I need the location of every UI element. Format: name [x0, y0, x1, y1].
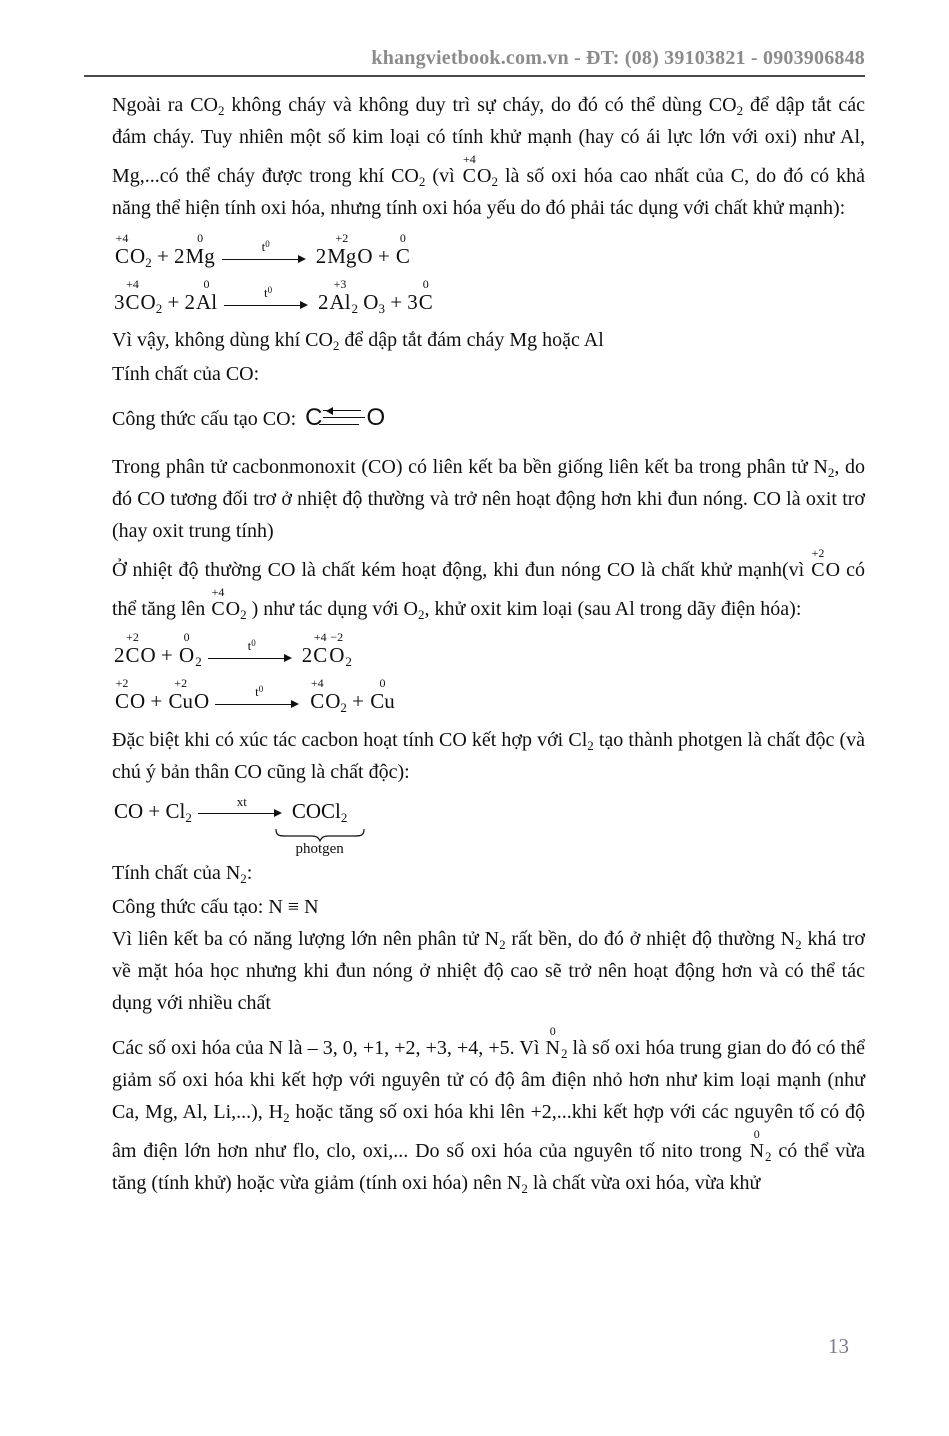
element-symbol: C: [115, 689, 130, 714]
oxidation-stack: [370, 677, 395, 712]
element-symbol: O: [179, 643, 195, 668]
subscript: 2: [217, 103, 225, 118]
subscript: 2: [340, 809, 348, 825]
oxidation-stack: [186, 232, 215, 267]
oxidation-stack: [211, 586, 224, 620]
equation-co-o2: [114, 630, 865, 670]
arrow-condition-superscript: 0: [251, 638, 256, 649]
oxidation-number: +3: [333, 277, 347, 292]
subscript: 2: [736, 103, 744, 118]
oxidation-stack: [327, 232, 356, 267]
reaction-arrow: [224, 285, 312, 311]
arrow-shaft: [222, 254, 310, 265]
text-run: Ngoài ra CO: [112, 94, 218, 116]
reaction-arrow: [208, 638, 296, 664]
para-phosgene: [112, 724, 865, 788]
oxidation-stack: [330, 278, 351, 313]
oxidation-number: +2: [115, 676, 129, 691]
element-symbol: Al: [196, 290, 218, 315]
text-run: O +: [357, 244, 395, 268]
oxidation-stack: [313, 631, 327, 666]
oxidation-stack: [126, 278, 140, 313]
text-run: không cháy và không duy trì sự cháy, do đó có thể dùng CO: [224, 94, 737, 116]
text-run: , khử oxit kim loại (sau Al trong dãy điện hóa):: [424, 598, 802, 621]
text-run: O: [325, 689, 341, 714]
element-symbol: C: [115, 244, 130, 268]
arrow-shaft: [198, 809, 286, 820]
text-run: Công thức cấu tạo: N ≡ N: [112, 895, 319, 918]
heading-tinh-chat-co: [112, 358, 865, 390]
para-n2-inert: [112, 923, 865, 1019]
element-symbol: O: [329, 643, 345, 668]
subscript: 2: [560, 1045, 568, 1061]
element-symbol: N: [749, 1139, 765, 1162]
text-run: Các số oxi hóa của N là – 3, 0, +1, +2, +3, +4, +5. Vì: [112, 1036, 545, 1059]
para-co2-extinguish: [112, 89, 865, 224]
subscript: 2: [351, 301, 359, 317]
oxidation-number: +2: [335, 231, 349, 245]
arrow-shaft: [224, 300, 312, 311]
co-triple-bond-diagram: [305, 402, 385, 435]
oxidation-number: 0: [753, 1126, 760, 1141]
element-symbol: C: [418, 290, 433, 315]
para-no-co2-for-mg-al: [112, 324, 865, 356]
element-symbol: C: [462, 165, 477, 187]
oxidation-stack: [179, 631, 194, 666]
text-run: CO + Cl: [114, 798, 186, 823]
subscript: 2: [499, 936, 506, 952]
text-run: ) như tác dụng với O: [246, 598, 418, 621]
para-co-triple-bond: [112, 451, 865, 547]
text-run: có thể vừa tăng (tính khử) hoặc vừa giảm (tính oxi hóa) nên N: [112, 1139, 865, 1194]
arrow-condition-superscript: 0: [258, 684, 264, 695]
subscript: 2: [418, 174, 426, 189]
oxidation-number: +4: [126, 277, 139, 292]
oxidation-number: +2: [811, 546, 825, 561]
element-symbol: N: [545, 1036, 560, 1059]
text-run: COCl: [291, 798, 341, 823]
oxygen-symbol: O: [366, 404, 386, 432]
arrow-shaft: [208, 653, 296, 664]
element-symbol: C: [395, 244, 410, 268]
dative-bond-arrow-line: [323, 410, 361, 411]
text-run: khá trơ về mặt hóa học nhưng khi đun nóng ở nhiệt độ cao sẽ trở nên hoạt động hơn và có thể tác dụng với nhiều chất: [112, 927, 866, 1014]
text-run: là chất vừa oxi hóa, vừa khử: [527, 1171, 761, 1194]
oxidation-stack: [115, 232, 129, 267]
text-run: 2: [318, 290, 329, 315]
subscript: 2: [332, 338, 340, 354]
arrow-condition-superscript: 0: [265, 239, 270, 249]
oxidation-number: 0: [203, 277, 210, 292]
triple-bond-lines: [323, 408, 365, 428]
carbon-symbol: C: [305, 404, 323, 432]
text-run: 2: [301, 643, 313, 668]
page-number: 13: [828, 1334, 849, 1358]
subscript: 2: [521, 1180, 528, 1196]
text-run: , do đó CO tương đối trơ ở nhiệt độ thường và trở nên hoạt động hơn khi đun nóng. CO là oxit trơ (hay oxit trung tính): [112, 456, 865, 543]
oxidation-number: +4: [211, 585, 225, 600]
subscript: 2: [283, 1109, 290, 1125]
subscript: 2: [195, 654, 202, 670]
text-run: O: [140, 290, 156, 315]
text-run: O: [225, 598, 241, 621]
oxidation-number: +4: [462, 152, 476, 166]
text-run: O: [358, 290, 379, 315]
oxidation-number: −2: [330, 630, 344, 645]
text-run: O +: [130, 689, 168, 714]
arrow-shaft: [215, 699, 303, 710]
text-run: O: [194, 689, 210, 714]
subscript: 2: [145, 255, 152, 270]
text-run: Ở nhiệt độ thường CO là chất kém hoạt động, khi đun nóng CO là chất khử mạnh(vì: [112, 559, 811, 582]
arrow-condition-label: $t^0$: [255, 684, 264, 700]
text-run: tạo thành photgen là chất độc (và chú ý bản thân CO cũng là chất độc):: [112, 728, 866, 783]
subscript: 2: [418, 607, 425, 623]
subscript: 2: [765, 1148, 772, 1164]
text-run: rất bền, do đó ở nhiệt độ thường N: [505, 927, 796, 950]
equation-co-cuo: [114, 676, 865, 716]
oxidation-stack: [396, 232, 410, 267]
text-run: 2: [315, 244, 327, 268]
oxidation-number: +2: [174, 676, 188, 691]
text-run: Trong phân tử cacbonmonoxit (CO) có liên kết ba bền giống liên kết ba trong phân tử N: [112, 456, 828, 479]
oxidation-number: 0: [399, 231, 406, 245]
reaction-arrow: [198, 794, 286, 820]
element-symbol: C: [811, 559, 825, 582]
subscript: 2: [345, 654, 352, 670]
bond-line: [323, 417, 365, 418]
subscript: 2: [795, 936, 802, 952]
arrow-condition-label: xt: [236, 793, 247, 809]
heading-tinh-chat-n2: [112, 857, 865, 889]
oxidation-stack: [126, 631, 140, 666]
subscript: 2: [185, 809, 192, 825]
equation-co2-al: [114, 277, 865, 317]
arrow-condition-label: $t^0$: [261, 239, 270, 254]
text-run: Công thức cấu tạo CO:: [112, 408, 302, 431]
oxidation-number: +4: [310, 676, 324, 691]
para-n2-structure: [112, 891, 865, 923]
header-text: khangvietbook.com.vn - ĐT: (08) 39103821 - 0903906848: [371, 47, 865, 69]
arrow-condition-superscript: 0: [267, 285, 273, 296]
element-symbol: Cu: [370, 689, 395, 714]
text-run: Vì vậy, không dùng khí CO: [112, 329, 333, 352]
subscript: 2: [240, 870, 247, 886]
text-run: O: [130, 244, 146, 268]
para-co-structure: [112, 402, 865, 435]
subscript: 2: [587, 737, 594, 753]
oxidation-stack: [329, 631, 344, 666]
element-symbol: C: [310, 689, 325, 714]
oxidation-number: 0: [183, 630, 190, 645]
arrow-condition-label: $t^0$: [247, 638, 256, 654]
oxidation-stack: [115, 677, 129, 712]
oxidation-number: +4: [313, 630, 327, 645]
text-run: Đặc biệt khi có xúc tác cacbon hoạt tính CO kết hợp với Cl: [112, 728, 588, 751]
header-rule: [84, 75, 865, 77]
oxidation-stack: [419, 278, 433, 313]
reaction-arrow: [215, 684, 303, 710]
oxidation-stack: [463, 153, 476, 187]
text-run: để dập tắt các đám cháy. Tuy nhiên một số kim loại có tính khử mạnh (hay có ái lực lớn với oxi) như Al, Mg,...có thể cháy được trong khí CO: [112, 94, 866, 187]
text-run: Tính chất của CO:: [112, 363, 260, 386]
text-run: là số oxi hóa cao nhất của C, do đó có khả năng thể hiện tính oxi hóa, nhưng tính oxi hóa yếu do đó phải tác dụng với chất khử mạnh):: [112, 165, 866, 219]
text-run: 2: [114, 643, 125, 668]
text-run: + 2: [162, 290, 196, 315]
text-run: + 2: [151, 244, 185, 268]
bond-line: [319, 424, 359, 425]
oxidation-stack: [169, 677, 194, 712]
underbrace-icon: [274, 828, 366, 842]
element-symbol: Mg: [327, 244, 357, 268]
element-symbol: Mg: [185, 244, 215, 268]
element-symbol: C: [313, 643, 328, 668]
text-run: O: [477, 165, 492, 187]
oxidation-number: 0: [549, 1023, 556, 1038]
text-run: :: [246, 861, 253, 884]
text-run: là số oxi hóa trung gian do đó có thể giảm số oxi hóa khi kết hợp với nguyên tử có độ âm điện nhỏ hơn như kim loại mạnh (như Ca, Mg, Al, Li,...), H: [112, 1036, 865, 1123]
equation-co-cl2: [114, 793, 865, 857]
para-n-oxidation-states: [112, 1025, 865, 1199]
subscript: 2: [240, 607, 247, 623]
text-run: Tính chất của N: [112, 861, 241, 884]
oxidation-stack: [196, 278, 217, 313]
page-header: [112, 46, 865, 70]
text-run: O có thể tăng lên: [112, 559, 865, 621]
subscript: 2: [340, 700, 347, 716]
oxidation-stack: [310, 677, 324, 712]
element-symbol: C: [125, 290, 140, 315]
text-run: + 3: [384, 290, 418, 315]
oxidation-number: +2: [126, 630, 139, 645]
text-run: O +: [140, 643, 179, 668]
element-symbol: C: [125, 643, 140, 668]
oxidation-stack: [545, 1025, 559, 1059]
oxidation-number: +4: [115, 231, 129, 245]
element-symbol: C: [211, 598, 225, 621]
subscript: 2: [491, 174, 498, 189]
oxidation-stack: [750, 1128, 764, 1162]
document-body: [112, 89, 865, 1199]
oxidation-number: 0: [379, 676, 386, 691]
subscript: 3: [378, 301, 385, 317]
text-run: hoặc tăng số oxi hóa khi lên +2,...khi kết hợp với các nguyên tố có độ âm điện lớn hơn như flo, clo, oxi,... Do số oxi hóa của nguyên tố nito trong: [112, 1100, 865, 1162]
reaction-arrow: [222, 239, 310, 265]
text-run: (vì: [425, 165, 462, 187]
element-symbol: Cu: [168, 689, 194, 714]
subscript: 2: [827, 465, 835, 481]
text-run: 3: [114, 290, 125, 315]
equation-co2-mg: [114, 232, 865, 268]
para-co-reducing-agent: [112, 547, 865, 625]
text-run: +: [346, 689, 370, 714]
underbrace-group: [291, 798, 348, 857]
oxidation-number: 0: [422, 277, 429, 292]
arrow-condition-label: $t^0$: [263, 285, 273, 301]
text-run: để dập tắt đám cháy Mg hoặc Al: [339, 329, 604, 352]
element-symbol: Al: [329, 290, 351, 315]
text-run: Vì liên kết ba có năng lượng lớn nên phân tử N: [112, 927, 500, 950]
oxidation-number: 0: [197, 231, 204, 245]
underbrace-formula: [292, 799, 348, 823]
underbrace-label: photgen: [295, 840, 344, 857]
oxidation-stack: [811, 547, 824, 581]
subscript: 2: [155, 301, 163, 317]
